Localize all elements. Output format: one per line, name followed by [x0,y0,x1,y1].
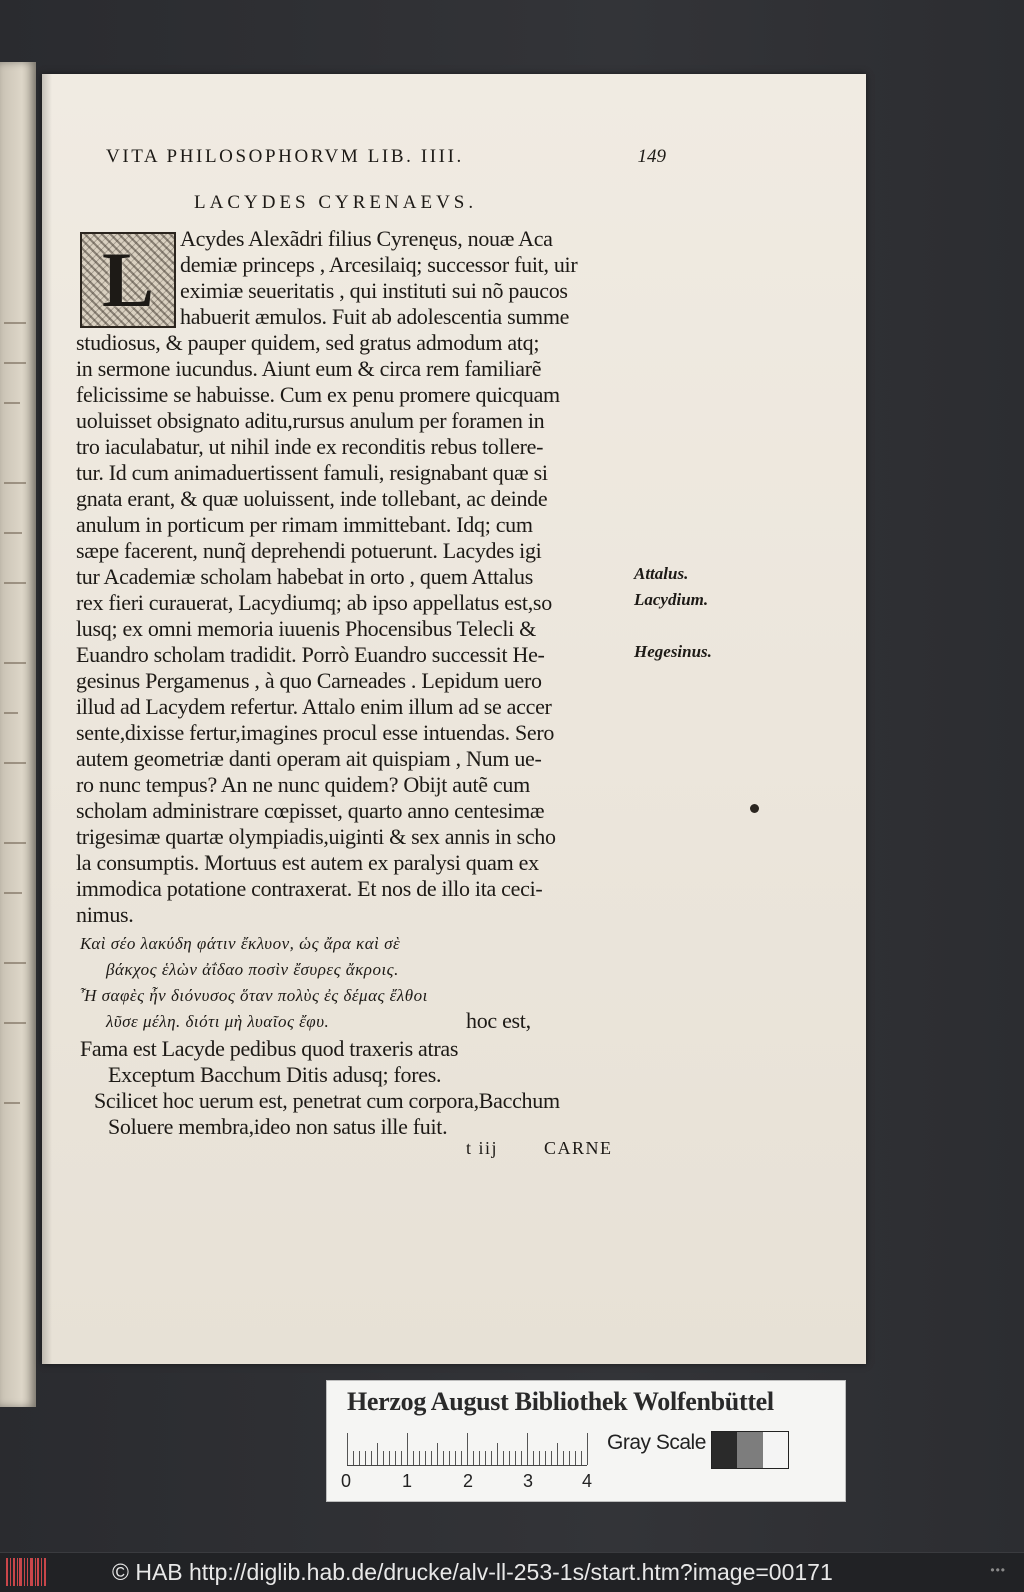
ruler-tick [383,1451,384,1465]
body-text-line: felicissime se habuisse. Cum ex penu promere quicquam [76,382,560,407]
drop-cap-letter: L [101,236,155,323]
margin-note-attalus: Attalus. [634,564,689,583]
ink-spot [750,804,759,813]
measurement-ruler [347,1429,587,1466]
footer-bar [0,1552,1024,1592]
ruler-tick [497,1443,498,1465]
gray-swatch [712,1432,737,1468]
body-text-line: trigesimæ quartæ olympiadis,uiginti & sex annis in scho [76,824,556,849]
copyright-url[interactable]: © HAB http://diglib.hab.de/drucke/alv-ll-253-1s/start.htm?image=00171 [112,1559,833,1585]
body-text-line: anulum in porticum per rimam immittebant. Idq; cum [76,512,533,537]
body-text-line: demiæ princeps , Arcesilaiq; successor fuit, uir [180,252,578,277]
ruler-tick [539,1451,540,1465]
latin-verse-line: Scilicet hoc uerum est, penetrat cum corpora,Bacchum [94,1088,560,1113]
ruler-tick [455,1451,456,1465]
greek-verse-line: βάκχος ἑλὼν ἀΐδαο ποσὶν ἔσυρες ἄκροις. [106,960,399,979]
running-head-title: VITA PHILOSOPHORVM LIB. IIII. [106,146,464,167]
body-text-line: Acydes Alexãdri filius Cyrenęus, nouæ Aca [180,226,553,251]
hoc-est: hoc est, [466,1008,531,1033]
ruler-tick [515,1451,516,1465]
body-text-line: in sermone iucundus. Aiunt eum & circa rem familiarẽ [76,356,542,381]
body-text-line: sente,dixisse fertur,imagines procul esse intuendas. Sero [76,720,555,745]
latin-verse-line: Fama est Lacyde pedibus quod traxeris atras [80,1036,459,1061]
barcode-icon [6,1558,46,1586]
ruler-tick [395,1451,396,1465]
body-text-line: lusq; ex omni memoria iuuenis Phocensibus Telecli & [76,616,536,641]
body-text-line: autem geometriæ danti operam ait quispiam , Num ue- [76,746,542,771]
ruler-tick [431,1451,432,1465]
ruler-number: 2 [463,1471,474,1491]
ruler-tick [347,1433,348,1465]
ruler-tick [485,1451,486,1465]
margin-note-hegesinus: Hegesinus. [634,642,712,661]
ruler-number: 0 [341,1471,352,1491]
chapter-title: LACYDES CYRENAEVS. [194,192,478,213]
body-text-line: immodica potatione contraxerat. Et nos de illo ita ceci- [76,876,543,901]
book-page [42,74,866,1364]
ruler-number: 4 [582,1471,593,1491]
ruler-tick [353,1451,354,1465]
ruler-tick [575,1451,576,1465]
page-number: 149 [637,146,666,167]
gray-scale-swatches [711,1431,789,1469]
ruler-number: 3 [523,1471,534,1491]
body-text-line: la consumptis. Mortuus est autem ex paralysi quam ex [76,850,539,875]
ruler-tick [461,1451,462,1465]
body-text-line: eximiæ seueritatis , qui instituti sui nõ paucos [180,278,568,303]
latin-verse-line: Soluere membra,ideo non satus ille fuit. [108,1114,448,1139]
body-text-line: habuerit æmulos. Fuit ab adolescentia summe [180,304,570,329]
ruler-tick [437,1443,438,1465]
ruler-tick [569,1451,570,1465]
ruler-tick [407,1433,408,1465]
ruler-tick [491,1451,492,1465]
latin-verse-line: Exceptum Bacchum Ditis adusq; fores. [108,1062,442,1087]
ruler-tick [581,1451,582,1465]
ruler-tick [503,1451,504,1465]
greek-verse-line: λῦσε μέλη. διότι μὴ λυαῖος ἔφυ. [106,1012,330,1031]
ruler-tick [413,1451,414,1465]
ruler-tick [359,1451,360,1465]
ruler-tick [479,1451,480,1465]
ruler-tick [377,1443,378,1465]
facing-page-edge [0,62,36,1407]
ruler-tick [425,1451,426,1465]
body-text-line: tur Academiæ scholam habebat in orto , quem Attalus [76,564,533,589]
greek-verse-line: Ἦ σαφὲς ἦν διόνυσος ὅταν πολὺς ἐς δέμας ἔλθοι [80,986,428,1005]
ruler-tick [419,1451,420,1465]
body-text-line: illud ad Lacydem refertur. Attalo enim illum ad se accer [76,694,552,719]
body-text-line: sæpe facerent, nunq̃ deprehendi potuerunt. Lacydes igi [76,538,542,563]
ruler-number: 1 [402,1471,413,1491]
ruler-tick [527,1433,528,1465]
body-text-line: rex fieri curauerat, Lacydiumq; ab ipso appellatus est,so [76,590,552,615]
ruler-tick [449,1451,450,1465]
color-scale-card [326,1380,846,1502]
catchword: CARNE [544,1138,613,1158]
more-dots-icon[interactable]: ••• [990,1563,1006,1577]
ruler-tick [389,1451,390,1465]
ruler-tick [557,1443,558,1465]
body-text-line: tro iaculabatur, ut nihil inde ex reconditis rebus tollere- [76,434,544,459]
body-text-line: tur. Id cum animaduertissent famuli, resignabant quæ si [76,460,548,485]
decorated-initial [80,232,176,328]
ruler-tick [551,1451,552,1465]
body-text-line: gesinus Pergamenus , à quo Carneades . Lepidum uero [76,668,542,693]
gray-scale-label: Gray Scale [607,1431,706,1454]
running-head [106,146,666,168]
ruler-tick [473,1451,474,1465]
greek-verse-line: Καὶ σέο λακύδη φάτιν ἔκλυον, ὡς ἄρα καὶ σὲ [80,934,401,953]
margin-note-lacydium: Lacydium. [634,590,709,609]
body-text-line: scholam administrare cœpisset, quarto anno centesimæ [76,798,545,823]
ruler-tick [401,1451,402,1465]
ruler-tick [563,1451,564,1465]
ruler-tick [545,1451,546,1465]
body-text-line: ro nunc tempus? An ne nunc quidem? Obijt autẽ cum [76,772,530,797]
ruler-tick [521,1451,522,1465]
body-text-line: uoluisset obsignato aditu,rursus anulum per foramen in [76,408,545,433]
signature-mark: t iij [466,1138,499,1158]
gray-swatch [737,1432,762,1468]
ruler-tick [587,1433,588,1465]
body-text-line: studiosus, & pauper quidem, sed gratus admodum atq; [76,330,540,355]
body-text-line: Euandro scholam tradidit. Porrò Euandro successit He- [76,642,545,667]
library-name: Herzog August Bibliothek Wolfenbüttel [347,1387,774,1416]
body-text-line: nimus. [76,902,134,927]
ruler-tick [533,1451,534,1465]
gray-swatch [763,1432,788,1468]
ruler-tick [509,1451,510,1465]
ruler-tick [443,1451,444,1465]
ruler-tick [371,1451,372,1465]
body-text-line: gnata erant, & quæ uoluissent, inde tollebant, ac deinde [76,486,548,511]
ruler-tick [467,1433,468,1465]
ruler-tick [365,1451,366,1465]
